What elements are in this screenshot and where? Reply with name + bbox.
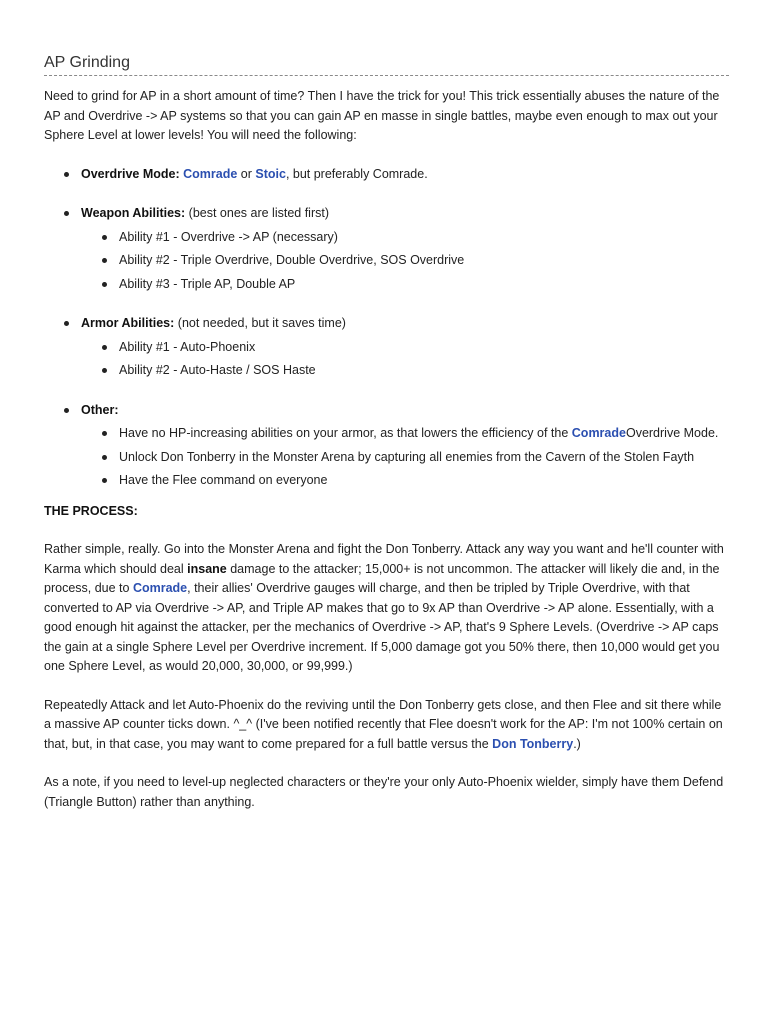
armor-abilities-label: Armor Abilities: [81,316,175,330]
list-item-other [64,401,729,491]
sub-list-item: Have the Flee command on everyone [102,471,729,491]
intro-paragraph: Need to grind for AP in a short amount of time? Then I have the trick for you! This trick essentially abuses the nature of the AP and Overdrive -> AP systems so that you can gain AP en masse in single battles, maybe even enough to max out your Sphere Level at lower levels! You will need the following: [44,89,720,142]
sub-list-item: Unlock Don Tonberry in the Monster Arena by capturing all enemies from the Cavern of the Stolen Fayth [102,448,729,468]
other-sublist [81,424,729,491]
sub-list-item: Ability #1 - Overdrive -> AP (necessary) [102,228,729,248]
weapon-abilities-sublist [81,228,729,295]
or-text: or [237,166,256,181]
requirements-list [44,165,729,491]
process-paragraph-3: As a note, if you need to level-up neglected characters or they're your only Auto-Phoenix wielder, simply have them Defend (Triangle Button) rather than anything. [44,775,724,809]
armor-abilities-note: (not needed, but it saves time) [174,316,346,330]
armor-abilities-sublist [81,338,729,381]
stoic-link[interactable]: Stoic [255,166,286,181]
weapon-abilities-label: Weapon Abilities: [81,206,186,220]
overdrive-mode-rest: , but preferably Comrade. [285,166,428,181]
list-item-armor-abilities [64,314,729,381]
overdrive-mode-label: Overdrive Mode: [81,166,180,181]
para2-text-1: Repeatedly Attack and let Auto-Phoenix do the reviving until the Don Tonberry gets close, and then Flee and sit there while a massive AP counter ticks down. ^_^ (I've been notified recently that Flee doesn't work for the AP: I'm not 100% certain on that, but, in that case, you may want to come prepared for a full battle versus the [44,697,723,751]
comrade-link[interactable]: Comrade [132,581,188,595]
list-item-overdrive-mode [64,165,729,185]
para2-text-2: .) [573,736,581,751]
weapon-abilities-note: (best ones are listed first) [185,206,329,220]
process-paragraph-1 [44,540,729,677]
sub-list-item: Ability #2 - Auto-Haste / SOS Haste [102,361,729,381]
sub-list-item: Ability #1 - Auto-Phoenix [102,338,729,358]
process-heading: THE PROCESS: [44,503,138,518]
sub-list-item: Ability #3 - Triple AP, Double AP [102,275,729,295]
other-label: Other: [81,402,119,417]
sub-list-item [102,424,729,444]
process-paragraph-2 [44,696,729,755]
other-item1-before: Have no HP-increasing abilities on your armor, as that lowers the efficiency of the [119,426,572,440]
article [44,52,729,812]
list-item-weapon-abilities [64,204,729,294]
sub-list-item: Ability #2 - Triple Overdrive, Double Overdrive, SOS Overdrive [102,251,729,271]
insane-bold: insane [187,561,227,576]
para1-text-2: damage to the attacker; 15,000+ is not uncommon. The attacker will likely die and, in the process, due to [44,561,720,595]
don-tonberry-link[interactable]: Don Tonberry [492,736,574,751]
comrade-link[interactable]: Comrade [183,166,238,181]
comrade-link[interactable]: Comrade [571,426,626,440]
other-item1-after: Overdrive Mode. [625,426,719,440]
page-title: AP Grinding [44,52,729,76]
para1-text-3: , their allies' Overdrive gauges will charge, and then be tripled by Triple Overdrive, with that converted to AP via Overdrive -> AP, and Triple AP makes that go to 9x AP than Overdrive -> AP alone. Essentially, with a good enough hit against the attacker, per the mechanics of Overdrive -> AP, that's 9 Sphere Levels. (Overdrive -> AP caps the gain at a single Sphere Level per Overdrive increment. If 5,000 damage got you 50% there, then 10,000 would get you one Sphere Level, as would 20,000, 30,000, or 99,999.) [44,581,720,673]
para1-text-1: Rather simple, really. Go into the Monster Arena and fight the Don Tonberry. Attack any way you want and he'll counter with Karma which should deal [44,542,724,576]
